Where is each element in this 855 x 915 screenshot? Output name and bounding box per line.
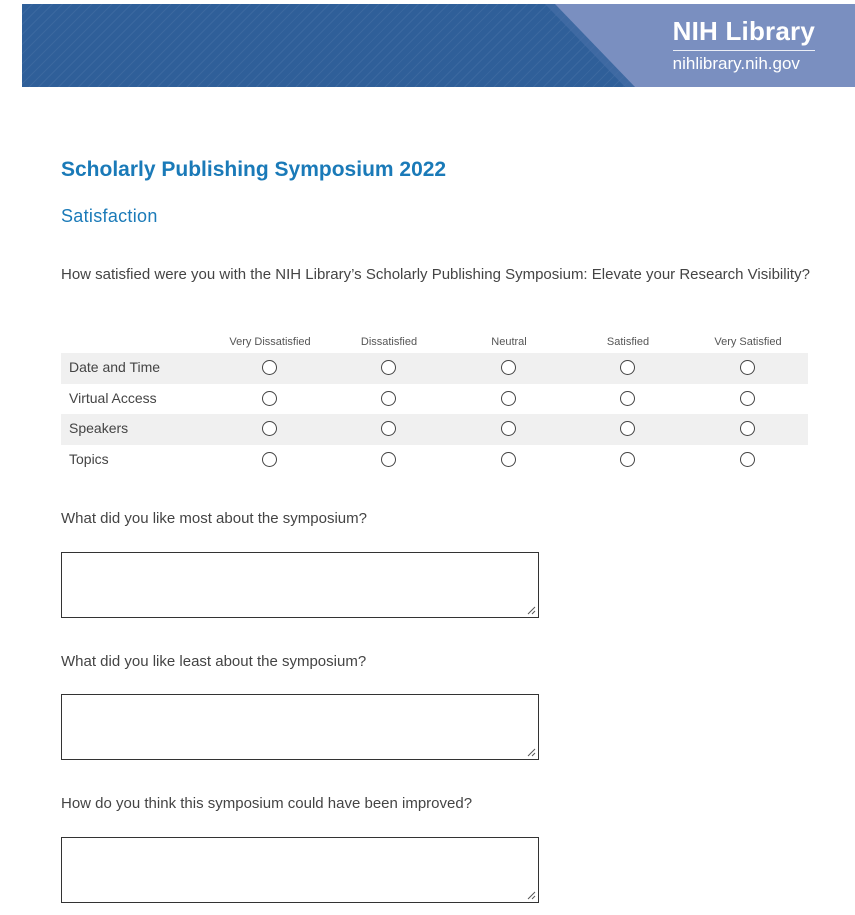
resize-grip-icon[interactable] [527,748,536,757]
row-label: Virtual Access [69,389,157,406]
radio-virtual-access-very-satisfied[interactable] [740,391,755,406]
resize-grip-icon[interactable] [527,891,536,900]
radio-virtual-access-very-dissatisfied[interactable] [262,391,277,406]
column-neutral: Neutral [491,336,527,348]
header-banner [22,4,855,87]
radio-topics-neutral[interactable] [501,452,516,467]
matrix-header [61,334,808,353]
matrix-question: How satisfied were you with the NIH Library’s Scholarly Publishing Symposium: Elevate your Research Visibility? [61,266,810,283]
brand-url: nihlibrary.nih.gov [672,54,800,73]
section-title: Satisfaction [61,206,158,226]
radio-topics-dissatisfied[interactable] [381,452,396,467]
radio-speakers-satisfied[interactable] [620,421,635,436]
question-improvements: How do you think this symposium could have been improved? [61,795,473,812]
question-like-least: What did you like least about the symposium? [61,653,367,670]
radio-virtual-access-neutral[interactable] [501,391,516,406]
matrix-row-topics [61,445,808,476]
radio-date-time-satisfied[interactable] [620,360,635,375]
radio-date-time-very-satisfied[interactable] [740,360,755,375]
radio-virtual-access-dissatisfied[interactable] [381,391,396,406]
radio-speakers-dissatisfied[interactable] [381,421,396,436]
improvements-textarea[interactable] [61,837,539,903]
radio-date-time-dissatisfied[interactable] [381,360,396,375]
row-label: Speakers [69,420,129,436]
row-label: Date and Time [69,359,161,375]
radio-date-time-very-dissatisfied[interactable] [262,360,277,375]
satisfaction-matrix [61,334,808,475]
radio-date-time-neutral[interactable] [501,360,516,375]
brand-title: NIH Library [673,16,815,51]
resize-grip-icon[interactable] [527,606,536,615]
survey-title: Scholarly Publishing Symposium 2022 [61,158,447,181]
question-like-most: What did you like most about the symposium? [61,510,367,527]
radio-speakers-very-satisfied[interactable] [740,421,755,436]
matrix-row-date-and-time [61,353,808,384]
radio-speakers-neutral[interactable] [501,421,516,436]
radio-topics-very-satisfied[interactable] [740,452,755,467]
radio-virtual-access-satisfied[interactable] [620,391,635,406]
column-very-dissatisfied: Very Dissatisfied [229,336,311,348]
matrix-row-speakers [61,414,808,445]
column-satisfied: Satisfied [606,336,650,348]
row-label: Topics [69,450,109,467]
like-least-textarea[interactable] [61,694,539,760]
matrix-row-virtual-access [61,384,808,415]
radio-topics-very-dissatisfied[interactable] [262,452,277,467]
radio-topics-satisfied[interactable] [620,452,635,467]
like-most-textarea[interactable] [61,552,539,618]
column-dissatisfied: Dissatisfied [360,336,418,348]
radio-speakers-very-dissatisfied[interactable] [262,421,277,436]
column-very-satisfied: Very Satisfied [714,336,782,348]
brand-logo[interactable] [673,16,815,74]
